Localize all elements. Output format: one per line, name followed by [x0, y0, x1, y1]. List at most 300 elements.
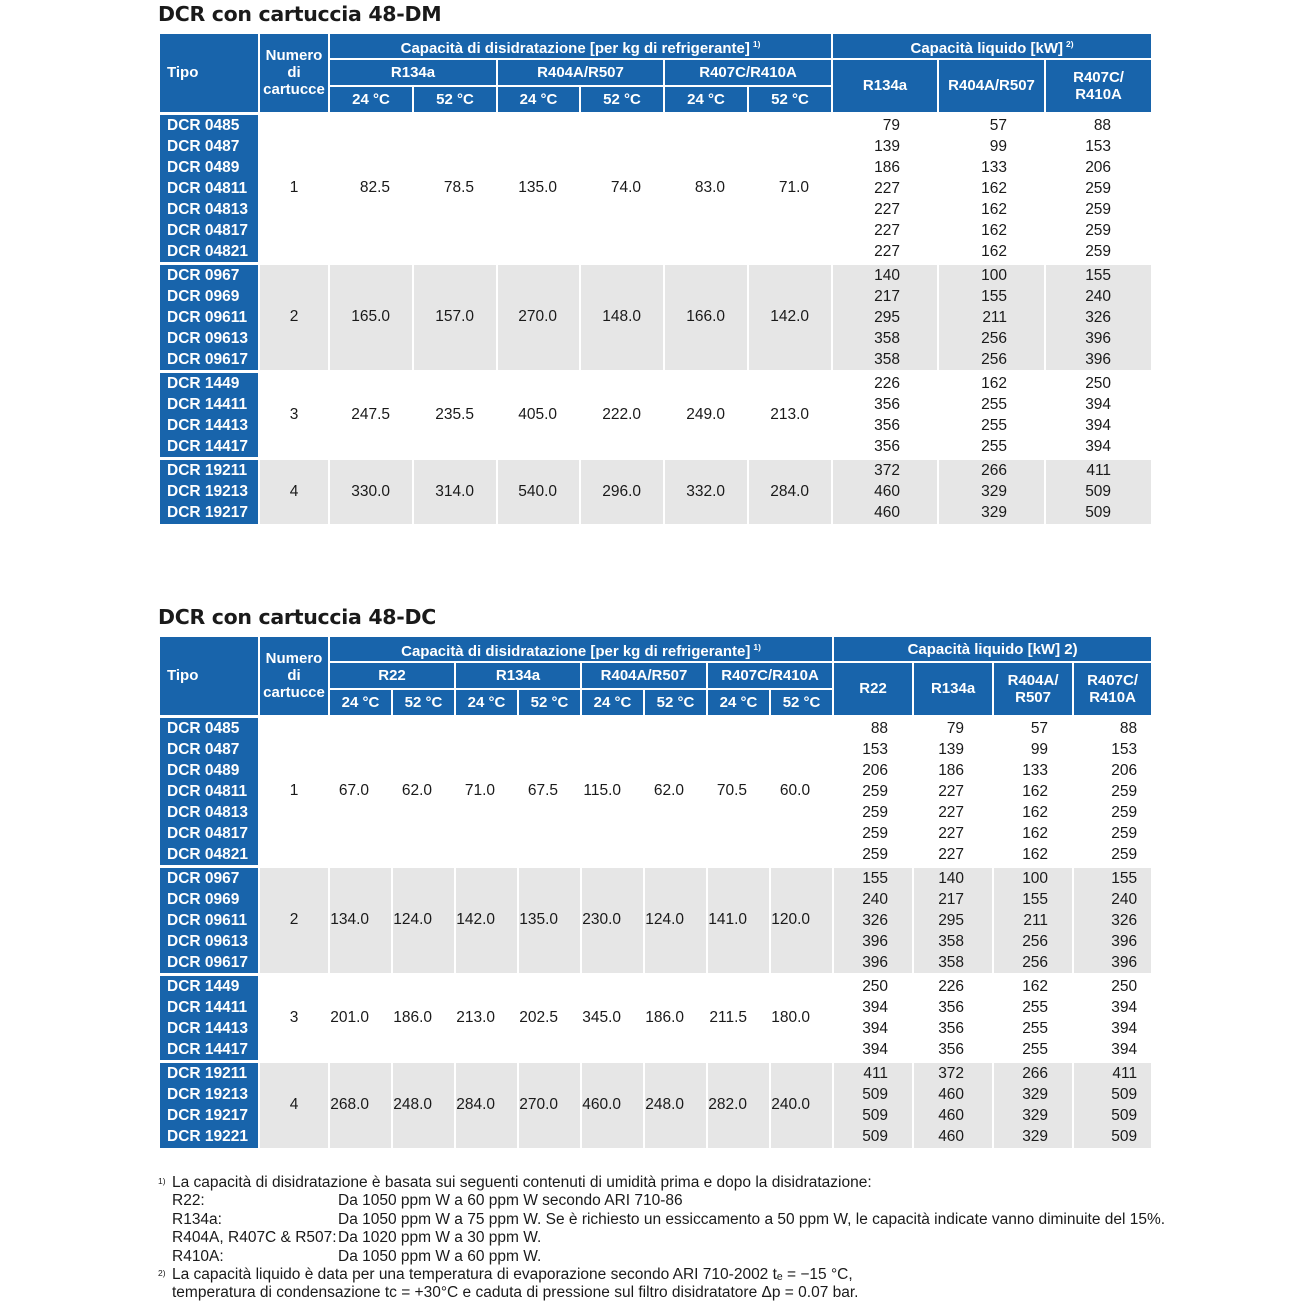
- dry-capacity-value: 166.0: [664, 263, 748, 371]
- liquid-capacity-value: 460: [938, 1085, 965, 1103]
- refrigerant-header: R404A/R507: [497, 59, 664, 86]
- footnote-item-key: R404A, R407C & R507:: [172, 1229, 337, 1247]
- liquid-capacity-values: [832, 263, 938, 371]
- liquid-capacity-value: 396: [862, 932, 889, 950]
- dry-capacity-value: 83.0: [664, 113, 748, 263]
- cartridge-count: 4: [259, 458, 329, 524]
- dry-capacity-value: 71.0: [455, 716, 518, 866]
- type-code: DCR 19213: [167, 1085, 248, 1103]
- type-code: DCR 14417: [167, 437, 248, 455]
- liquid-capacity-value: 162: [1022, 803, 1049, 821]
- liquid-capacity-values: [913, 974, 993, 1061]
- liquid-capacity-values: [832, 113, 938, 263]
- refrigerant-header: R404A/R507: [581, 662, 707, 689]
- dry-capacity-value: 202.5: [518, 974, 581, 1061]
- liquid-capacity-value: 155: [1085, 266, 1112, 284]
- footnote-ref: 1): [753, 641, 761, 652]
- liquid-capacity-value: 356: [874, 416, 901, 434]
- liquid-capacity-value: 255: [981, 416, 1008, 434]
- liquid-capacity-value: 356: [938, 1019, 965, 1037]
- type-code: DCR 04811: [167, 782, 248, 800]
- liquid-capacity-value: 372: [874, 461, 901, 479]
- liquid-capacity-values: [1073, 974, 1152, 1061]
- liquid-capacity-value: 259: [1111, 845, 1138, 863]
- table1-title: DCR con cartuccia 48-DM: [158, 2, 442, 26]
- liquid-capacity-value: 255: [1022, 1040, 1049, 1058]
- type-code: DCR 09613: [167, 932, 248, 950]
- column-header-dry-capacity: [329, 33, 832, 59]
- liquid-capacity-value: 358: [874, 350, 901, 368]
- liquid-capacity-value: 88: [1093, 116, 1112, 134]
- dry-capacity-value: 62.0: [644, 716, 707, 866]
- liquid-capacity-value: 411: [1112, 1064, 1138, 1082]
- liquid-capacity-value: 227: [874, 200, 901, 218]
- liquid-capacity-values: [938, 371, 1045, 458]
- liquid-capacity-values: [832, 371, 938, 458]
- liquid-capacity-value: 206: [1111, 761, 1138, 779]
- type-code: DCR 04813: [167, 200, 248, 218]
- liquid-capacity-value: 259: [1111, 803, 1138, 821]
- liquid-capacity-value: 79: [946, 719, 965, 737]
- liquid-capacity-value: 259: [862, 845, 889, 863]
- liquid-capacity-value: 358: [874, 329, 901, 347]
- liquid-capacity-values: [913, 866, 993, 974]
- liquid-capacity-value: 256: [1022, 932, 1049, 950]
- dry-capacity-value: 540.0: [497, 458, 580, 524]
- dry-capacity-value: 248.0: [644, 1061, 707, 1148]
- liquid-capacity-value: 256: [981, 329, 1008, 347]
- refrigerant-header: R407C/R410A: [707, 662, 833, 689]
- column-header-dry-capacity: [329, 636, 833, 662]
- dry-capacity-value: 330.0: [329, 458, 413, 524]
- type-code: DCR 04817: [167, 221, 248, 239]
- liquid-capacity-value: 240: [862, 890, 889, 908]
- dry-capacity-value: 345.0: [581, 974, 644, 1061]
- header-text: R134a: [862, 77, 908, 95]
- liquid-capacity-value: 259: [1085, 179, 1112, 197]
- liquid-capacity-value: 162: [981, 374, 1008, 392]
- refrigerant-header: R22: [329, 662, 455, 689]
- temperature-header: 24 °C: [329, 86, 413, 113]
- footnote-item-key: R22:: [172, 1192, 205, 1210]
- footnote-item-key: R410A:: [172, 1247, 224, 1265]
- type-list: [159, 263, 259, 371]
- liquid-capacity-value: 153: [1085, 137, 1112, 155]
- type-code: DCR 04811: [167, 179, 248, 197]
- type-code: DCR 19217: [167, 503, 248, 521]
- dry-capacity-value: 247.5: [329, 371, 413, 458]
- temperature-header: 52 °C: [392, 689, 455, 716]
- type-code: DCR 1449: [167, 374, 240, 392]
- liquid-capacity-value: 326: [1111, 911, 1138, 929]
- dry-capacity-value: 124.0: [392, 866, 455, 974]
- cartridge-count: 3: [259, 371, 329, 458]
- liquid-capacity-value: 358: [938, 932, 965, 950]
- dry-capacity-value: 268.0: [329, 1061, 392, 1148]
- footnote-item-value: Da 1050 ppm W a 60 ppm W.: [338, 1247, 542, 1265]
- liquid-capacity-values: [833, 1061, 913, 1148]
- liquid-capacity-value: 206: [1085, 158, 1112, 176]
- liquid-capacity-value: 259: [862, 824, 889, 842]
- footnote-2-mark: 2): [158, 1267, 166, 1278]
- liquid-capacity-value: 153: [1111, 740, 1138, 758]
- liquid-capacity-value: 394: [1111, 1040, 1138, 1058]
- type-code: DCR 04813: [167, 803, 248, 821]
- liquid-capacity-value: 100: [1022, 869, 1049, 887]
- footnote-item-value: Da 1050 ppm W a 60 ppm W secondo ARI 710-86: [338, 1192, 683, 1210]
- header-text: Numero: [265, 650, 323, 668]
- liquid-capacity-value: 240: [1111, 890, 1138, 908]
- temperature-header: 52 °C: [413, 86, 497, 113]
- liquid-capacity-value: 227: [938, 845, 965, 863]
- header-text: R22: [859, 680, 887, 698]
- liquid-capacity-value: 162: [1022, 977, 1049, 995]
- header-row: [159, 33, 1152, 59]
- liquid-capacity-value: 509: [862, 1085, 889, 1103]
- type-code: DCR 0485: [167, 116, 240, 134]
- liquid-capacity-value: 356: [938, 998, 965, 1016]
- cartridge-count: 4: [259, 1061, 329, 1148]
- liquid-capacity-value: 140: [874, 266, 901, 284]
- dry-capacity-value: 78.5: [413, 113, 497, 263]
- table-row: [159, 974, 1152, 1061]
- dry-capacity-value: 120.0: [770, 866, 833, 974]
- column-header-tipo: Tipo: [159, 33, 259, 113]
- liquid-capacity-value: 266: [1022, 1064, 1049, 1082]
- liquid-capacity-value: 133: [1022, 761, 1049, 779]
- table2-title: DCR con cartuccia 48-DC: [158, 605, 436, 629]
- type-code: DCR 14413: [167, 1019, 248, 1037]
- temperature-header: 52 °C: [644, 689, 707, 716]
- type-code: DCR 14411: [167, 395, 248, 413]
- type-list: [159, 1061, 259, 1148]
- liquid-capacity-value: 155: [981, 287, 1008, 305]
- type-code: DCR 19211: [167, 1064, 248, 1082]
- temperature-header: 52 °C: [580, 86, 664, 113]
- liquid-capacity-values: [1045, 371, 1152, 458]
- liquid-capacity-value: 326: [1085, 308, 1112, 326]
- liquid-capacity-values: [993, 716, 1073, 866]
- type-code: DCR 0485: [167, 719, 240, 737]
- liquid-capacity-value: 329: [1022, 1127, 1049, 1145]
- liquid-capacity-value: 186: [938, 761, 965, 779]
- liquid-capacity-value: 266: [981, 461, 1008, 479]
- liquid-capacity-values: [1073, 1061, 1152, 1148]
- type-code: DCR 0487: [167, 137, 240, 155]
- temperature-header: 24 °C: [497, 86, 580, 113]
- liquid-capacity-value: 155: [1111, 869, 1138, 887]
- header-row: [159, 636, 1152, 662]
- liquid-capacity-value: 250: [1085, 374, 1112, 392]
- header-text: R404A/R507: [948, 77, 1035, 95]
- liquid-refrigerant-header: [1073, 662, 1152, 716]
- temperature-header: 24 °C: [329, 689, 392, 716]
- liquid-capacity-value: 509: [1085, 482, 1112, 500]
- dry-capacity-value: 230.0: [581, 866, 644, 974]
- liquid-capacity-value: 88: [1119, 719, 1138, 737]
- footnote-ref: 1): [752, 38, 761, 49]
- header-text: di: [287, 667, 301, 685]
- liquid-capacity-value: 396: [862, 953, 889, 971]
- liquid-refrigerant-header: [938, 59, 1045, 113]
- table-row: [159, 263, 1152, 371]
- dry-capacity-value: 460.0: [581, 1061, 644, 1148]
- liquid-capacity-value: 396: [1085, 329, 1112, 347]
- liquid-capacity-values: [833, 716, 913, 866]
- type-list: [159, 371, 259, 458]
- liquid-capacity-values: [833, 866, 913, 974]
- refrigerant-header: R407C/R410A: [664, 59, 832, 86]
- header-text: cartucce: [263, 684, 325, 702]
- liquid-capacity-value: 256: [1022, 953, 1049, 971]
- liquid-capacity-values: [833, 974, 913, 1061]
- liquid-capacity-value: 227: [874, 221, 901, 239]
- liquid-capacity-value: 255: [981, 395, 1008, 413]
- dry-capacity-value: 115.0: [581, 716, 644, 866]
- liquid-capacity-value: 509: [1111, 1085, 1138, 1103]
- liquid-capacity-value: 460: [938, 1127, 965, 1145]
- liquid-capacity-value: 295: [874, 308, 901, 326]
- footnote-2-line: La capacità liquido è data per una temperatura di evaporazione secondo ARI 710-2002 tₑ = −15 °C,: [172, 1265, 853, 1283]
- footnote-2-line: temperatura di condensazione tc = +30°C e caduta di pressione sul filtro disidratatore Δp = 0.07 bar.: [172, 1284, 859, 1302]
- type-code: DCR 19221: [167, 1127, 248, 1145]
- liquid-capacity-values: [1073, 716, 1152, 866]
- type-list: [159, 974, 259, 1061]
- liquid-capacity-value: 226: [938, 977, 965, 995]
- footnotes: [158, 1174, 1166, 1303]
- liquid-refrigerant-header: [832, 59, 938, 113]
- dry-capacity-value: 211.5: [707, 974, 770, 1061]
- liquid-capacity-value: 259: [1085, 221, 1112, 239]
- dry-capacity-value: 296.0: [580, 458, 664, 524]
- dry-capacity-value: 405.0: [497, 371, 580, 458]
- dry-capacity-value: 135.0: [518, 866, 581, 974]
- dry-capacity-value: 270.0: [497, 263, 580, 371]
- liquid-capacity-value: 227: [938, 824, 965, 842]
- liquid-capacity-values: [913, 1061, 993, 1148]
- liquid-capacity-value: 255: [1022, 998, 1049, 1016]
- table-row: [159, 458, 1152, 524]
- footnote-1-item: [158, 1210, 1166, 1229]
- dry-capacity-value: 270.0: [518, 1061, 581, 1148]
- liquid-capacity-value: 411: [1086, 461, 1112, 479]
- dry-capacity-value: 180.0: [770, 974, 833, 1061]
- cartridge-count: 2: [259, 866, 329, 974]
- liquid-capacity-values: [938, 113, 1045, 263]
- liquid-capacity-value: 509: [1111, 1106, 1138, 1124]
- header-text: cartucce: [263, 81, 325, 99]
- footnote-1-text: La capacità di disidratazione è basata sui seguenti contenuti di umidità prima e dopo la disidratazione:: [172, 1174, 872, 1191]
- liquid-capacity-value: 259: [862, 803, 889, 821]
- type-code: DCR 19213: [167, 482, 248, 500]
- footnote-1-item: [158, 1248, 1158, 1266]
- liquid-capacity-value: 99: [989, 137, 1008, 155]
- liquid-capacity-value: 394: [1111, 998, 1138, 1016]
- cartridge-count: 2: [259, 263, 329, 371]
- liquid-capacity-values: [938, 263, 1045, 371]
- liquid-capacity-value: 227: [938, 782, 965, 800]
- liquid-capacity-value: 162: [981, 200, 1008, 218]
- type-list: [159, 113, 259, 263]
- liquid-capacity-value: 227: [874, 179, 901, 197]
- liquid-capacity-value: 250: [1111, 977, 1138, 995]
- liquid-capacity-value: 226: [874, 374, 901, 392]
- dry-capacity-value: 148.0: [580, 263, 664, 371]
- dry-capacity-value: 60.0: [770, 716, 833, 866]
- temperature-header: 24 °C: [664, 86, 748, 113]
- temperature-header: 24 °C: [455, 689, 518, 716]
- type-code: DCR 14413: [167, 416, 248, 434]
- type-code: DCR 09617: [167, 953, 248, 971]
- liquid-capacity-value: 79: [882, 116, 901, 134]
- liquid-capacity-values: [1073, 866, 1152, 974]
- liquid-capacity-value: 259: [1085, 200, 1112, 218]
- liquid-capacity-values: [993, 1061, 1073, 1148]
- header-text: Capacità di disidratazione [per kg di refrigerante]: [401, 642, 751, 660]
- liquid-refrigerant-header: [1045, 59, 1152, 113]
- footnote-item-value: Da 1020 ppm W a 30 ppm W.: [338, 1229, 542, 1247]
- column-header-numero: [259, 636, 329, 716]
- dry-capacity-value: 67.0: [329, 716, 392, 866]
- dry-capacity-value: 284.0: [748, 458, 832, 524]
- liquid-capacity-value: 358: [938, 953, 965, 971]
- refrigerant-header: R134a: [329, 59, 497, 86]
- liquid-refrigerant-header: [993, 662, 1073, 716]
- liquid-capacity-values: [1045, 458, 1152, 524]
- liquid-capacity-value: 140: [938, 869, 965, 887]
- liquid-capacity-value: 57: [1030, 719, 1049, 737]
- liquid-capacity-value: 162: [981, 179, 1008, 197]
- dry-capacity-value: 62.0: [392, 716, 455, 866]
- cartridge-count: 1: [259, 113, 329, 263]
- liquid-capacity-value: 329: [1022, 1085, 1049, 1103]
- liquid-capacity-value: 255: [981, 437, 1008, 455]
- header-text: R134a: [930, 680, 976, 698]
- type-list: [159, 716, 259, 866]
- liquid-capacity-value: 329: [981, 482, 1008, 500]
- type-code: DCR 0489: [167, 761, 240, 779]
- liquid-capacity-value: 162: [1022, 824, 1049, 842]
- liquid-capacity-values: [938, 458, 1045, 524]
- liquid-capacity-values: [1045, 263, 1152, 371]
- dry-capacity-value: 67.5: [518, 716, 581, 866]
- dry-capacity-value: 70.5: [707, 716, 770, 866]
- type-code: DCR 0967: [167, 869, 240, 887]
- column-header-liquid-capacity: [832, 33, 1152, 59]
- liquid-capacity-value: 153: [862, 740, 889, 758]
- liquid-capacity-value: 57: [989, 116, 1008, 134]
- liquid-capacity-value: 509: [862, 1106, 889, 1124]
- dry-capacity-value: 240.0: [770, 1061, 833, 1148]
- type-code: DCR 0489: [167, 158, 240, 176]
- type-code: DCR 09611: [167, 911, 248, 929]
- header-text: R404A/: [1007, 671, 1059, 689]
- footnote-2: [158, 1266, 1158, 1284]
- dry-capacity-value: 142.0: [455, 866, 518, 974]
- liquid-capacity-value: 396: [1111, 932, 1138, 950]
- dry-capacity-value: 222.0: [580, 371, 664, 458]
- dry-capacity-value: 186.0: [392, 974, 455, 1061]
- liquid-capacity-value: 259: [1111, 824, 1138, 842]
- dry-capacity-value: 332.0: [664, 458, 748, 524]
- header-text: Capacità liquido [kW] 2): [907, 640, 1078, 658]
- liquid-capacity-value: 227: [938, 803, 965, 821]
- column-header-liquid-capacity: [833, 636, 1152, 662]
- type-code: DCR 19211: [167, 461, 248, 479]
- dry-capacity-value: 134.0: [329, 866, 392, 974]
- liquid-capacity-value: 162: [1022, 845, 1049, 863]
- dry-capacity-value: 201.0: [329, 974, 392, 1061]
- liquid-capacity-value: 155: [1022, 890, 1049, 908]
- dry-capacity-value: 165.0: [329, 263, 413, 371]
- type-code: DCR 0487: [167, 740, 240, 758]
- liquid-capacity-value: 100: [981, 266, 1008, 284]
- footnote-2-continued: [158, 1284, 1158, 1302]
- type-code: DCR 09613: [167, 329, 248, 347]
- header-text: di: [287, 64, 301, 82]
- liquid-capacity-value: 372: [938, 1064, 965, 1082]
- liquid-capacity-value: 186: [874, 158, 901, 176]
- liquid-capacity-values: [993, 866, 1073, 974]
- liquid-capacity-value: 356: [874, 395, 901, 413]
- liquid-capacity-value: 295: [938, 911, 965, 929]
- liquid-capacity-value: 162: [981, 242, 1008, 260]
- liquid-capacity-values: [993, 974, 1073, 1061]
- type-list: [159, 866, 259, 974]
- footnote-1-item: [158, 1229, 1158, 1247]
- liquid-capacity-value: 460: [938, 1106, 965, 1124]
- dry-capacity-value: 249.0: [664, 371, 748, 458]
- refrigerant-header: R134a: [455, 662, 581, 689]
- table-row: [159, 371, 1152, 458]
- type-code: DCR 19217: [167, 1106, 248, 1124]
- table-row: [159, 866, 1152, 974]
- header-text: R407C/: [1087, 671, 1138, 689]
- liquid-capacity-value: 256: [981, 350, 1008, 368]
- liquid-capacity-value: 240: [1085, 287, 1112, 305]
- dry-capacity-value: 82.5: [329, 113, 413, 263]
- cartridge-count: 3: [259, 974, 329, 1061]
- dry-capacity-value: 235.5: [413, 371, 497, 458]
- type-code: DCR 04821: [167, 242, 248, 260]
- footnote-ref: 2): [1066, 38, 1074, 49]
- liquid-capacity-value: 509: [1085, 503, 1112, 521]
- temperature-header: 24 °C: [707, 689, 770, 716]
- liquid-capacity-value: 211: [982, 308, 1008, 326]
- liquid-capacity-value: 509: [1111, 1127, 1138, 1145]
- liquid-capacity-value: 394: [1085, 437, 1112, 455]
- table-row: [159, 716, 1152, 866]
- header-text: R407C/: [1073, 68, 1124, 86]
- liquid-capacity-value: 460: [874, 503, 901, 521]
- column-header-numero: [259, 33, 329, 113]
- liquid-capacity-value: 99: [1030, 740, 1049, 758]
- footnote-1-mark: 1): [158, 1176, 166, 1186]
- type-code: DCR 04817: [167, 824, 248, 842]
- table2: [158, 635, 1153, 1148]
- liquid-capacity-values: [1045, 113, 1152, 263]
- cartridge-count: 1: [259, 716, 329, 866]
- liquid-capacity-value: 394: [862, 1019, 889, 1037]
- liquid-capacity-value: 460: [874, 482, 901, 500]
- liquid-capacity-value: 88: [870, 719, 889, 737]
- type-code: DCR 09611: [167, 308, 248, 326]
- dry-capacity-value: 74.0: [580, 113, 664, 263]
- liquid-capacity-value: 396: [1085, 350, 1112, 368]
- dry-capacity-value: 186.0: [644, 974, 707, 1061]
- header-text: R410A: [1075, 85, 1122, 103]
- liquid-capacity-value: 227: [874, 242, 901, 260]
